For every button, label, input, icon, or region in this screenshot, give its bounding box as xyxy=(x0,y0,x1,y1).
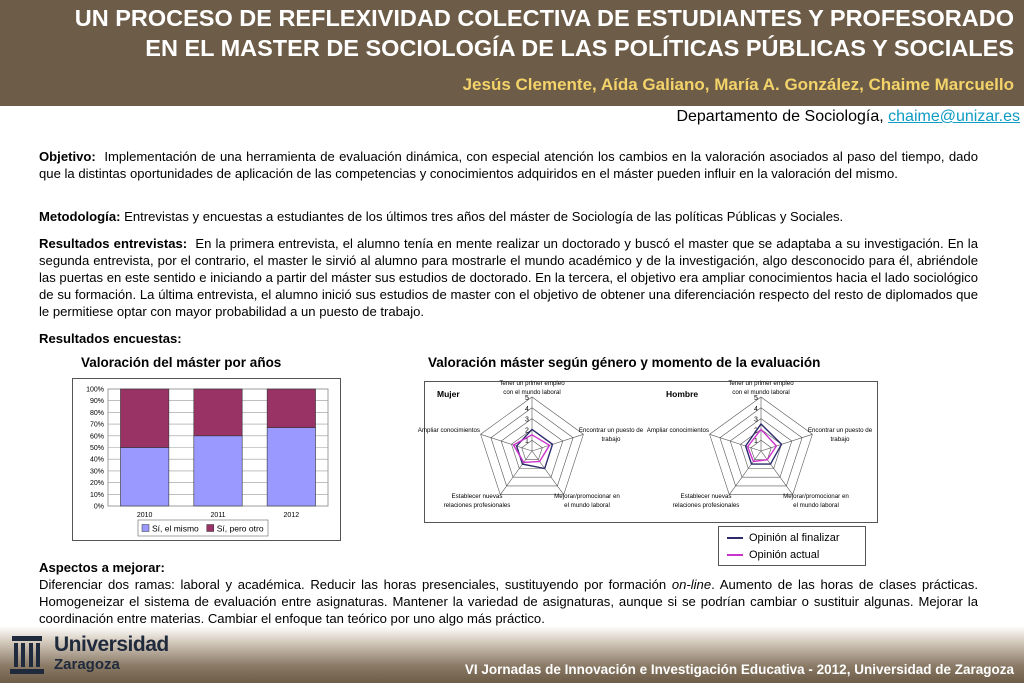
y-tick-label: 50% xyxy=(89,445,104,452)
radar-tick-label: 3 xyxy=(754,416,758,424)
bar-legend-swatch-0 xyxy=(142,525,149,532)
radar-axis-label: el mundo laboral xyxy=(564,502,610,509)
bar-chart-panel xyxy=(72,378,341,541)
radar-panel-title: Mujer xyxy=(437,389,460,399)
radar-panel-mujer xyxy=(418,380,644,509)
header-banner xyxy=(0,0,1024,106)
bar-2012-series-1 xyxy=(267,389,315,428)
radar-axis-label: con el mundo laboral xyxy=(503,389,561,396)
radar-tick-label: 5 xyxy=(525,395,529,402)
radar-tick-label: 2 xyxy=(525,427,529,435)
entrevistas-paragraph xyxy=(39,235,978,320)
y-tick-label: 30% xyxy=(89,468,104,476)
radar-tick-label: 1 xyxy=(525,438,529,446)
y-tick-label: 90% xyxy=(89,398,104,406)
metodologia-label: Metodología: xyxy=(39,209,121,224)
radar-axis-label: relaciones profesionales xyxy=(672,502,740,509)
entrevistas-text: En la primera entrevista, el alumno tenía en mente realizar un doctorado y buscó el master que se adaptaba a su investigación. En la segunda entrevista, por el contrario, el master le sirvió al alumno para mostrarle el mundo académico y de la investigación, algo desconocido para él, abriéndole las puertas en este sentido e iniciando a partir del máster sus estudios de doctorado. En la tercera, el objetivo era ampliar conocimientos hacia el lado sociológico de su formación. La última entrevista, el alumno inició sus estudios de master con el objetivo de obtener una diferenciación respecto del resto de diplomados que le permitiese optar con mayor probabilidad a un puesto de trabajo. xyxy=(39,236,978,319)
bar-chart-title: Valoración del máster por años xyxy=(81,355,282,370)
bar-chart xyxy=(73,379,340,540)
radar-axis-line xyxy=(500,451,532,495)
entrevistas-label: Resultados entrevistas: xyxy=(39,236,188,251)
y-tick-label: 0% xyxy=(93,503,104,511)
bar-legend-swatch-1 xyxy=(207,525,214,532)
bar-legend xyxy=(138,520,268,536)
radar-axis-label: el mundo laboral xyxy=(793,502,839,509)
bar-2012-series-0 xyxy=(267,428,315,506)
x-tick-label: 2012 xyxy=(283,512,300,519)
footer-text: VI Jornadas de Innovación e Investigación Educativa - 2012, Universidad de Zaragoza xyxy=(464,662,1014,677)
radar-axis-label: Encontrar un puesto de xyxy=(578,427,644,434)
radar-axis-line xyxy=(761,451,793,495)
bar-legend-label-1: Sí, pero otro xyxy=(216,523,264,534)
radar-tick-label: 4 xyxy=(525,405,529,413)
objetivo-paragraph xyxy=(39,148,978,182)
poster-title-line-2: EN EL MASTER DE SOCIOLOGÍA DE LAS POLÍTICAS PÚBLICAS Y SOCIALES xyxy=(145,35,1014,61)
radar-axis-label: Ampliar conocimientos xyxy=(646,427,709,434)
radar-chart-title: Valoración máster según género y momento de la evaluación xyxy=(428,355,821,370)
legend-label-actual: Opinión actual xyxy=(749,549,820,561)
radar-axis-label: con el mundo laboral xyxy=(732,389,790,396)
legend-item-finalizar xyxy=(727,532,840,544)
metodologia-paragraph xyxy=(39,208,978,225)
radar-axis-label: Ampliar conocimientos xyxy=(417,427,480,434)
radar-axis-label: Tener un primer empleo xyxy=(499,380,565,387)
radar-axis-label: relaciones profesionales xyxy=(443,502,511,509)
university-crest-icon xyxy=(8,632,46,678)
radar-tick-label: 1 xyxy=(754,438,758,446)
radar-tick-label: 2 xyxy=(754,427,758,435)
radar-axis-label: Mejorar/promocionar en xyxy=(783,493,849,500)
department-line xyxy=(676,108,1020,126)
bar-2010-series-0 xyxy=(120,448,168,507)
bar-2011-series-0 xyxy=(194,436,242,506)
bar-2010-series-1 xyxy=(120,389,168,448)
objetivo-text: Implementación de una herramienta de evaluación dinámica, con especial atención los cambios en la valoración asociados al paso del tiempo, dado que la distintas oportunidades de aplicación de las competencias y conocimientos adquiridos en el máster pueden influir en la valoración del mismo. xyxy=(39,149,978,181)
x-tick-label: 2011 xyxy=(210,512,226,519)
radar-series-finalizar xyxy=(746,424,782,464)
aspectos-label: Aspectos a mejorar: xyxy=(39,560,165,575)
university-logo xyxy=(8,632,198,678)
email-link[interactable]: chaime@unizar.es xyxy=(888,108,1020,125)
radar-chart xyxy=(417,380,877,522)
radar-tick-label: 5 xyxy=(754,395,758,402)
department-name: Departamento de Sociología, xyxy=(676,108,884,125)
bar-legend-label-0: Sí, el mismo xyxy=(152,523,199,534)
radar-axis-label: Encontrar un puesto de xyxy=(807,427,873,434)
radar-axis-label: Establecer nuevas xyxy=(451,493,503,500)
y-tick-label: 100% xyxy=(86,386,104,394)
legend-label-finalizar: Opinión al finalizar xyxy=(749,532,840,544)
radar-tick-label: 4 xyxy=(754,405,758,413)
radar-axis-label: Tener un primer empleo xyxy=(728,380,794,387)
radar-axis-label: trabajo xyxy=(601,436,621,443)
y-tick-label: 10% xyxy=(89,491,104,499)
logo-line-2: Zaragoza xyxy=(54,656,120,673)
legend-line-finalizar xyxy=(727,537,743,539)
bar-2011-series-1 xyxy=(194,389,242,436)
y-tick-label: 80% xyxy=(89,409,104,417)
y-tick-label: 60% xyxy=(89,433,104,441)
aspectos-text-1: Diferenciar dos ramas: laboral y académica. Reducir las horas presenciales, sustituyendo por formación xyxy=(39,577,672,592)
x-tick-label: 2010 xyxy=(136,512,153,519)
encuestas-heading xyxy=(39,330,978,347)
y-tick-label: 20% xyxy=(89,480,104,488)
y-tick-label: 40% xyxy=(89,456,104,464)
objetivo-label: Objetivo: xyxy=(39,149,96,164)
aspectos-text-2: . Aumento de las horas de clases prácticas. Homogeneizar el sistema de evaluación entre asignaturas. Mantener la variedad de asignaturas, aunque si se podrían cambiar o sustituir algunas. Mejorar la coordinación entre materias. Cambiar el enfoque tan teórico por uno algo más práctico. xyxy=(39,577,978,626)
radar-tick-label: 3 xyxy=(525,416,529,424)
encuestas-label: Resultados encuestas: xyxy=(39,331,182,346)
radar-panel-hombre xyxy=(647,380,873,509)
poster-title-line-1: UN PROCESO DE REFLEXIVIDAD COLECTIVA DE ESTUDIANTES Y PROFESORADO xyxy=(74,5,1014,31)
y-tick-label: 70% xyxy=(89,421,104,429)
radar-axis-line xyxy=(532,434,583,451)
radar-axis-label: trabajo xyxy=(830,436,850,443)
logo-line-1: Universidad xyxy=(54,633,169,656)
radar-axis-label: Establecer nuevas xyxy=(680,493,732,500)
radar-panel-title: Hombre xyxy=(666,389,699,399)
metodologia-text: Entrevistas y encuestas a estudiantes de los últimos tres años del máster de Sociología de las políticas Públicas y Sociales. xyxy=(124,209,844,224)
authors: Jesús Clemente, Aída Galiano, María A. González, Chaime Marcuello xyxy=(462,75,1014,94)
radar-axis-label: Mejorar/promocionar en xyxy=(554,493,620,500)
radar-chart-panel xyxy=(417,380,878,523)
legend-line-actual xyxy=(727,554,743,556)
aspectos-paragraph xyxy=(39,559,978,627)
aspectos-online: on-line xyxy=(671,577,712,592)
radar-axis-line xyxy=(729,451,761,495)
